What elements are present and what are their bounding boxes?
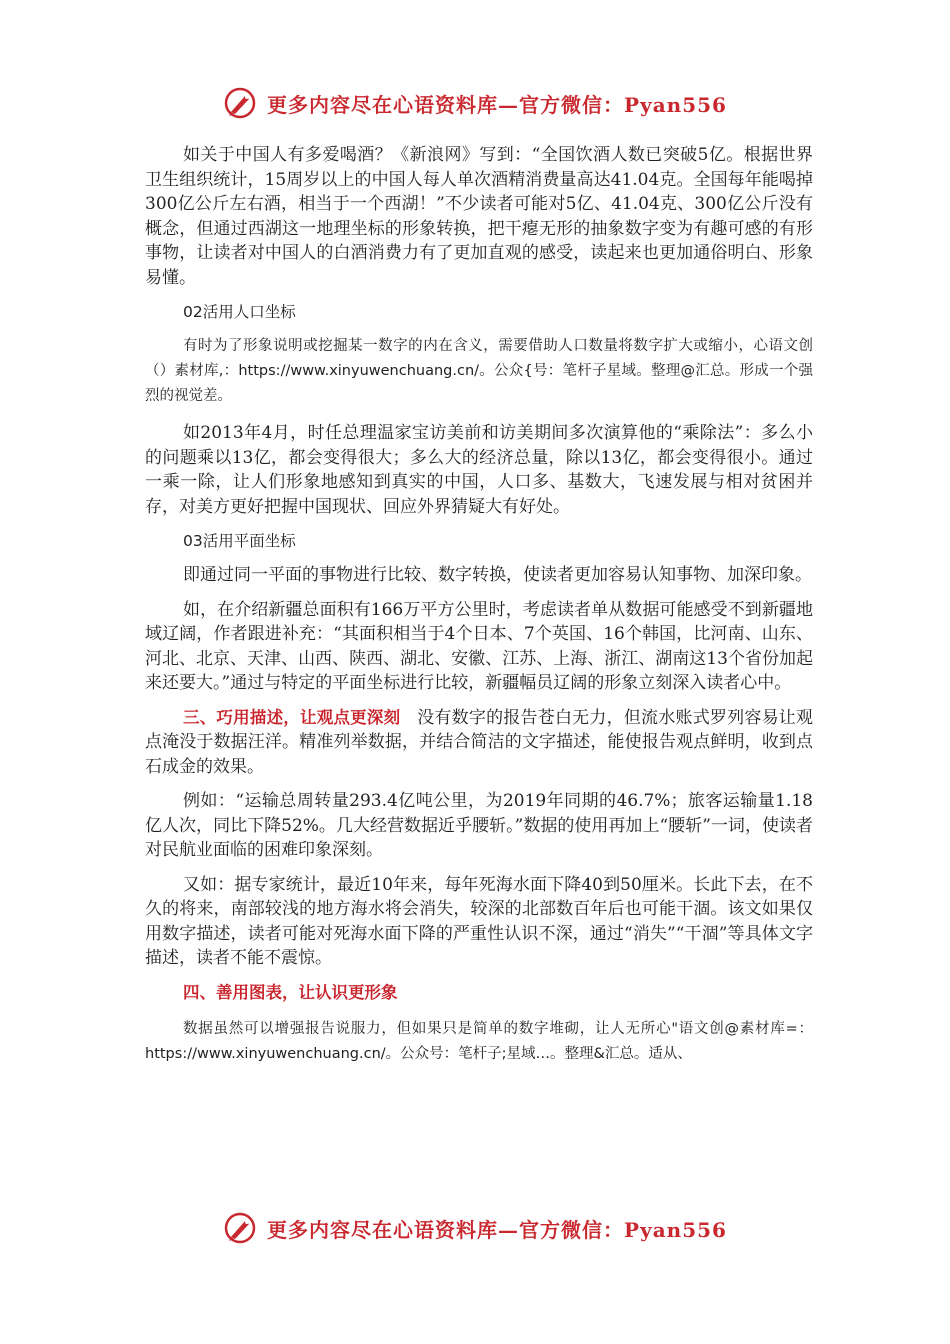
section-three-title: 三、巧用描述，让观点更深刻 bbox=[183, 707, 401, 727]
footer-banner bbox=[0, 1210, 950, 1246]
section-three-text: 没有数字的报告苍白无力，但流水账式罗列容易让观点淹没于数据汪洋。精准列举数据，并结合简洁的文字描述，能使报告观点鲜明，收到点石成金的效果。 bbox=[145, 707, 814, 777]
paragraph-charts-intro: 数据虽然可以增强报告说服力，但如果只是简单的数字堆砌，让人无所心"语文创@素材库=：https://www.xinyuwenchuang.cn/。公众号：笔杆子;星域…。整理&汇总。适从、 bbox=[145, 1020, 813, 1062]
header-banner bbox=[0, 85, 950, 121]
paragraph-xinjiang: 如，在介绍新疆总面积有166万平方公里时，考虑读者单从数据可能感受不到新疆地域辽阔，作者跟进补充：“其面积相当于4个日本、7个英国、16个韩国，比河南、山东、河北、北京、天津、山西、陕西、湖北、安徽、江苏、上海、浙江、湖南这13个省份加起来还要大。”通过与特定的平面坐标进行比较，新疆幅员辽阔的形象立刻深入读者心中。 bbox=[145, 599, 813, 693]
paragraph-population-intro: 有时为了形象说明或挖掘某一数字的内在含义，需要借助人口数量将数字扩大或缩小，心语文创（）素材库,：https://www.xinyuwenchuang.cn/。公众{号：笔杆子星域。整理@汇总。形成一个强烈的视觉差。 bbox=[145, 338, 813, 404]
paragraph-drinking: 如关于中国人有多爱喝酒？《新浪网》写到：“全国饮酒人数已突破5亿。根据世界卫生组织统计，15周岁以上的中国人每人单次酒精消费量高达41.04克。全国每年能喝掉300亿公斤左右酒，相当于一个西湖！”不少读者可能对5亿、41.04克、300亿公斤没有概念，但通过西湖这一地理坐标的形象转换，把干瘪无形的抽象数字变为有趣可感的有形事物，让读者对中国人的白酒消费力有了更加直观的感受，读起来也更加通俗明白、形象易懂。 bbox=[145, 145, 813, 288]
paragraph-section-three bbox=[145, 706, 813, 780]
section-four-title: 四、善用图表，让认识更形象 bbox=[183, 982, 398, 1002]
pen-logo-icon bbox=[223, 1211, 257, 1245]
footer-banner-text: 更多内容尽在心语资料库—官方微信：Pyan556 bbox=[267, 1217, 727, 1242]
header-banner-text: 更多内容尽在心语资料库—官方微信：Pyan556 bbox=[267, 92, 727, 117]
paragraph-aviation: 例如：“运输总周转量293.4亿吨公里，为2019年同期的46.7%；旅客运输量1.18亿人次，同比下降52%。几大经营数据近乎腰斩。”数据的使用再加上“腰斩”一词，使读者对民航业面临的困难印象深刻。 bbox=[145, 791, 813, 860]
document-body bbox=[145, 143, 813, 1079]
paragraph-multiply-divide: 如2013年4月，时任总理温家宝访美前和访美期间多次演算他的“乘除法”：多么小的问题乘以13亿，都会变得很大；多么大的经济总量，除以13亿，都会变得很小。通过一乘一除，让人们形象地感知到真实的中国，人口多、基数大，飞速发展与相对贫困并存，对美方更好把握中国现状、回应外界猜疑大有好处。 bbox=[145, 423, 813, 517]
pen-logo-icon bbox=[223, 86, 257, 120]
subheading-plane: 03活用平面坐标 bbox=[183, 532, 296, 550]
subheading-population: 02活用人口坐标 bbox=[183, 303, 296, 321]
paragraph-plane-intro: 即通过同一平面的事物进行比较、数字转换，使读者更加容易认知事物、加深印象。 bbox=[183, 565, 812, 585]
paragraph-dead-sea: 又如：据专家统计，最近10年来，每年死海水面下降40到50厘米。长此下去，在不久的将来，南部较浅的地方海水将会消失，较深的北部数百年后也可能干涸。该文如果仅用数字描述，读者可能对死海水面下降的严重性认识不深，通过“消失”“干涸”等具体文字描述，读者不能不震惊。 bbox=[145, 874, 813, 968]
